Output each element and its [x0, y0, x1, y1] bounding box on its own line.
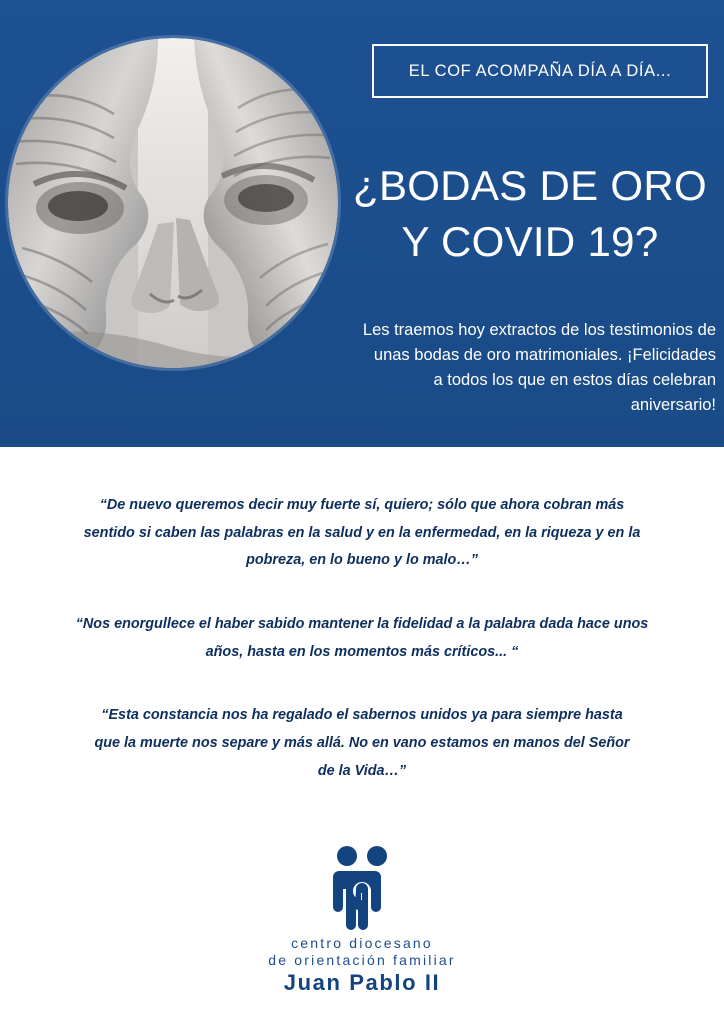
headline-line-2: Y COVID 19? [401, 218, 659, 266]
couple-photo-illustration [8, 38, 338, 368]
testimonial-quotes [0, 447, 724, 785]
logo-name: Juan Pablo II [283, 970, 441, 996]
quote-3: “Esta constancia nos ha regalado el sabernos unidos ya para siempre hasta que la muerte nos separe y más allá. No en vano estamos en manos del Señor de la Vida…” [94, 707, 630, 779]
tagline-text: EL COF ACOMPAÑA DÍA A DÍA... [408, 61, 672, 80]
logo-line-1: centro diocesano [291, 935, 433, 951]
quote-2: “Nos enorgullece el haber sabido mantener la fidelidad a la palabra dada hace unos años, hasta en los momentos más críticos... “ [75, 615, 649, 660]
quote-1: “De nuevo queremos decir muy fuerte sí, quiero; sólo que ahora cobran más sentido si caben las palabras en la salud y en la enfermedad, en la riqueza y en la pobreza, en lo bueno y lo malo…” [83, 497, 641, 569]
couple-photo-circle [8, 38, 338, 368]
logo-line-2: de orientación familiar [268, 951, 456, 968]
tagline-box [372, 44, 708, 98]
intro-paragraph: Les traemos hoy extractos de los testimonios de unas bodas de oro matrimoniales. ¡Felicidades a todos los que en estos días celebran aniversario! [362, 321, 716, 415]
family-figures-icon [307, 845, 417, 931]
organization-logo [0, 845, 724, 996]
page-title [348, 158, 712, 271]
headline-line-1: ¿BODAS DE ORO [353, 162, 707, 209]
elderly-couple-photo [8, 38, 338, 368]
